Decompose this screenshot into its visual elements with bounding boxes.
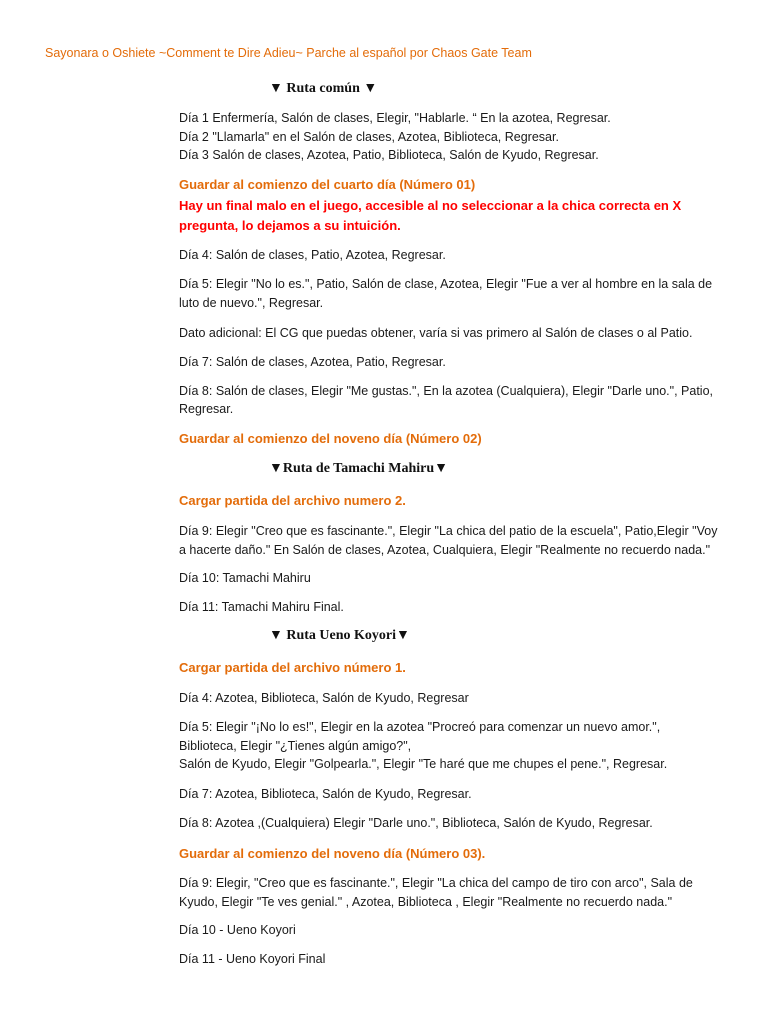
day-4-line: Día 4: Salón de clases, Patio, Azotea, Regresar.	[179, 248, 446, 262]
koyori-day-9-line-2: Kyudo, Elegir "Te ves genial." , Azotea, Biblioteca , Elegir "Realmente no recuerdo nada."	[179, 895, 673, 909]
day-8-line-2: Regresar.	[179, 402, 234, 416]
day-7-line: Día 7: Salón de clases, Azotea, Patio, Regresar.	[179, 355, 446, 369]
mahiru-day-10-line: Día 10: Tamachi Mahiru	[179, 571, 311, 585]
route-mahiru-heading: ▼Ruta de Tamachi Mahiru▼	[269, 461, 449, 476]
koyori-day-7-line: Día 7: Azotea, Biblioteca, Salón de Kyudo, Regresar.	[179, 787, 472, 801]
extra-info-line: Dato adicional: El CG que puedas obtener, varía si vas primero al Salón de clases o al Patio.	[179, 326, 693, 340]
document-header: Sayonara o Oshiete ~Comment te Dire Adieu~ Parche al español por Chaos Gate Team	[45, 46, 532, 60]
koyori-day-5-line-3: Salón de Kyudo, Elegir "Golpearla.", Elegir "Te haré que me chupes el pene.", Regresar.	[179, 757, 668, 771]
save-note-03: Guardar al comienzo del noveno día (Número 03).	[179, 846, 486, 861]
bad-ending-warning-line-1: Hay un final malo en el juego, accesible al no seleccionar a la chica correcta en X	[179, 198, 682, 213]
route-koyori-heading: ▼ Ruta Ueno Koyori▼	[269, 628, 410, 643]
koyori-day-11-line: Día 11 - Ueno Koyori Final	[179, 952, 326, 966]
route-common-heading: ▼ Ruta común ▼	[269, 81, 378, 96]
koyori-day-5-line-1: Día 5: Elegir "¡No lo es!", Elegir en la azotea "Procreó para comenzar un nuevo amor.",	[179, 720, 661, 734]
save-note-01: Guardar al comienzo del cuarto día (Número 01)	[179, 177, 476, 192]
mahiru-day-9-line-2: a hacerte daño." En Salón de clases, Azotea, Cualquiera, Elegir "Realmente no recuerdo nada."	[179, 543, 711, 557]
day-8-line-1: Día 8: Salón de clases, Elegir "Me gustas.", En la azotea (Cualquiera), Elegir "Darle uno.", Patio,	[179, 384, 713, 398]
koyori-day-5-line-2: Biblioteca, Elegir "¿Tienes algún amigo?",	[179, 739, 412, 753]
koyori-day-9-line-1: Día 9: Elegir, "Creo que es fascinante.", Elegir "La chica del campo de tiro con arco", Sala de	[179, 876, 693, 890]
mahiru-day-9-line-1: Día 9: Elegir "Creo que es fascinante.", Elegir "La chica del patio de la escuela", Patio,Elegir "Voy	[179, 524, 718, 538]
koyori-day-8-line: Día 8: Azotea ,(Cualquiera) Elegir "Darle uno.", Biblioteca, Salón de Kyudo, Regresar.	[179, 816, 653, 830]
day-2-line: Día 2 "Llamarla" en el Salón de clases, Azotea, Biblioteca, Regresar.	[179, 130, 559, 144]
day-3-line: Día 3 Salón de clases, Azotea, Patio, Biblioteca, Salón de Kyudo, Regresar.	[179, 148, 599, 162]
bad-ending-warning-line-2: pregunta, lo dejamos a su intuición.	[179, 218, 401, 233]
koyori-day-4-line: Día 4: Azotea, Biblioteca, Salón de Kyudo, Regresar	[179, 691, 469, 705]
day-5-line-2: luto de nuevo.", Regresar.	[179, 296, 324, 310]
save-note-02: Guardar al comienzo del noveno día (Número 02)	[179, 431, 482, 446]
day-1-line: Día 1 Enfermería, Salón de clases, Elegir, "Hablarle. “ En la azotea, Regresar.	[179, 111, 611, 125]
day-5-line-1: Día 5: Elegir "No lo es.", Patio, Salón de clase, Azotea, Elegir "Fue a ver al hombre en la sala de	[179, 277, 713, 291]
mahiru-day-11-line: Día 11: Tamachi Mahiru Final.	[179, 600, 344, 614]
koyori-day-10-line: Día 10 - Ueno Koyori	[179, 923, 296, 937]
load-note-02: Cargar partida del archivo numero 2.	[179, 493, 406, 508]
load-note-01: Cargar partida del archivo número 1.	[179, 660, 406, 675]
